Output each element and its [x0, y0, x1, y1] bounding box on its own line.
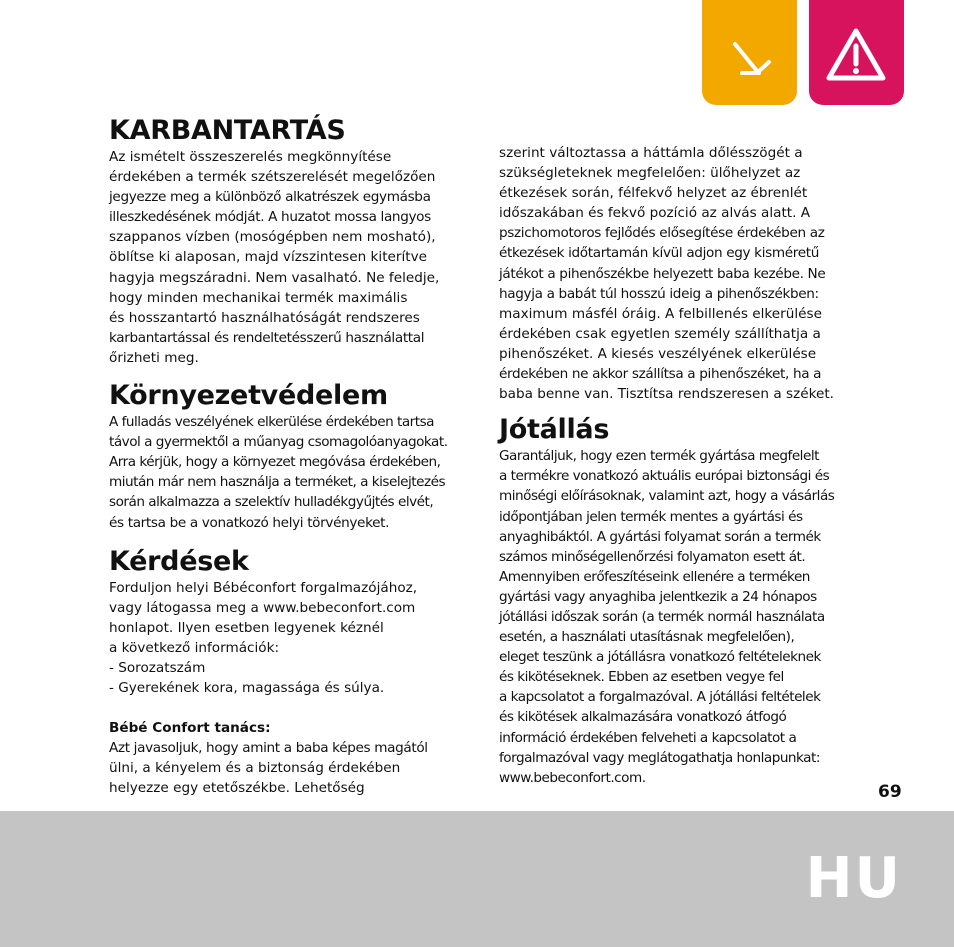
- text-line: jegyezze meg a különböző alkatrészek egymásba: [109, 189, 431, 206]
- text-line: érdekében csak egyetlen személy szállíthatja a: [499, 325, 821, 342]
- text-line: Az ismételt összeszerelés megkönnyítése: [109, 149, 392, 165]
- text-line: minőségi előírásoknak, valamint azt, hogy a vásárlás: [499, 488, 835, 505]
- text-line: www.bebeconfort.com.: [499, 769, 646, 786]
- text-line: hagyja a babát túl hosszú ideig a pihenőszékben:: [499, 285, 819, 302]
- text-line: karbantartással és rendeltetésszerű használattal: [109, 329, 425, 346]
- text-line: ülni, a kényelem és a biztonság érdekében: [109, 760, 401, 777]
- text-line: A fulladás veszélyének elkerülése érdekében tartsa: [109, 414, 434, 431]
- continued-text: [499, 143, 869, 404]
- warning-tab: [809, 0, 904, 105]
- tools-icon: [702, 0, 797, 105]
- text-line: őrizheti meg.: [109, 349, 199, 366]
- text-line: étkezések időtartamán kívül adjon egy kisméretű: [499, 245, 819, 262]
- maintenance-text: [109, 147, 479, 368]
- text-line: szerint változtassa a háttámla dőlésszögét a: [499, 145, 803, 161]
- text-line: Garantáljuk, hogy ezen termék gyártása megfelelt: [499, 448, 819, 465]
- footer-band: [0, 811, 954, 947]
- text-line: pszichomotoros fejlődés elősegítése érdekében az: [499, 225, 825, 242]
- environment-heading: Környezetvédelem: [109, 380, 388, 412]
- environment-text: [109, 412, 479, 533]
- questions-heading: Kérdések: [109, 545, 249, 577]
- text-line: érdekében ne akkor szállítsa a pihenőszéket, ha a: [499, 366, 822, 383]
- page-number: 69: [878, 782, 902, 802]
- text-line: számos minőségellenőrzési folyamaton esett át.: [499, 548, 806, 565]
- maintenance-heading: KARBANTARTÁS: [109, 115, 346, 146]
- text-line: hogy minden mechanikai termék maximális: [109, 289, 408, 306]
- text-line: étkezések során, félfekvő helyzet az ébrenlét: [499, 185, 808, 202]
- text-line: időszakában és fekvő pozíció az alvás alatt. A: [499, 205, 811, 222]
- text-line: Azt javasoljuk, hogy amint a baba képes magától: [109, 740, 428, 757]
- text-line: - Gyerekének kora, magassága és súlya.: [109, 680, 385, 697]
- text-line: és kikötéseknek. Ebben az esetben vegye fel: [499, 669, 784, 686]
- text-line: érdekében a termék szétszerelését megelőzően: [109, 169, 436, 186]
- text-line: anyaghibáktól. A gyártási folyamat során a termék: [499, 528, 821, 545]
- text-line: maximum másfél óráig. A felbillenés elkerülése: [499, 305, 822, 322]
- text-line: honlapot. Ilyen esetben legyenek kéznél: [109, 619, 384, 636]
- text-line: gyártási vagy anyaghiba jelentkezik a 24 hónapos: [499, 588, 817, 605]
- language-code: HU: [805, 846, 902, 911]
- text-line: a termékre vonatkozó aktuális európai biztonsági és: [499, 468, 830, 485]
- text-line: a kapcsolatot a forgalmazóval. A jótállási feltételek: [499, 689, 821, 706]
- text-line: szükségleteknek megfelelően: ülőhelyzet az: [499, 165, 801, 182]
- text-line: illeszkedésének módját. A huzatot mossa langyos: [109, 209, 431, 226]
- text-line: a következő információk:: [109, 639, 280, 656]
- text-line: jótállási időszak során (a termék normál használata: [499, 608, 825, 625]
- text-line: játékot a pihenőszékbe helyezett baba kezébe. Ne: [499, 265, 826, 282]
- text-line: Amennyiben erőfeszítéseink ellenére a terméken: [499, 568, 810, 585]
- text-line: eleget teszünk a jótállásra vonatkozó feltételeknek: [499, 649, 821, 666]
- text-line: információ érdekében felveheti a kapcsolatot a: [499, 729, 797, 746]
- text-line: - Sorozatszám: [109, 659, 206, 676]
- text-line: helyezze egy etetőszékbe. Lehetőség: [109, 780, 365, 797]
- right-column: [499, 143, 869, 788]
- text-line: öblítse ki alaposan, majd vízszintesen kiterítve: [109, 249, 428, 266]
- tools-tab: [702, 0, 797, 105]
- left-column: [109, 115, 479, 799]
- text-line: során alkalmazza a szelektív hulladékgyűjtés elvét,: [109, 494, 434, 511]
- questions-text: [109, 578, 479, 799]
- warranty-text: [499, 446, 869, 788]
- text-line: esetén, a használati utasításnak megfelelően),: [499, 629, 795, 646]
- text-line: hagyja megszáradni. Nem vasalható. Ne feledje,: [109, 269, 440, 286]
- text-line: szappanos vízben (mosógépben nem mosható),: [109, 229, 436, 246]
- text-line: miután már nem használja a terméket, a kiselejtezés: [109, 474, 446, 491]
- text-line: és tartsa be a vonatkozó helyi törvényeket.: [109, 514, 390, 531]
- text-line: forgalmazóval vagy meglátogathatja honlapunkat:: [499, 749, 820, 766]
- text-line: pihenőszéket. A kiesés veszélyének elkerülése: [499, 345, 817, 362]
- text-line: távol a gyermektől a műanyag csomagolóanyagokat.: [109, 434, 448, 451]
- text-line: és hosszantartó használhatóságát rendszeres: [109, 309, 420, 326]
- warning-icon: [809, 0, 904, 105]
- text-line: baba benne van. Tisztítsa rendszeresen a széket.: [499, 386, 834, 403]
- text-line: Forduljon helyi Bébéconfort forgalmazójához,: [109, 579, 418, 596]
- warranty-heading: Jótállás: [499, 414, 610, 446]
- text-line: vagy látogassa meg a www.bebeconfort.com: [109, 599, 416, 616]
- text-line: Arra kérjük, hogy a környezet megóvása érdekében,: [109, 454, 441, 471]
- advice-heading: Bébé Confort tanács:: [109, 720, 271, 737]
- text-line: és kikötések alkalmazására vonatkozó átfogó: [499, 709, 787, 726]
- text-line: időpontjában jelen termék mentes a gyártási és: [499, 508, 803, 525]
